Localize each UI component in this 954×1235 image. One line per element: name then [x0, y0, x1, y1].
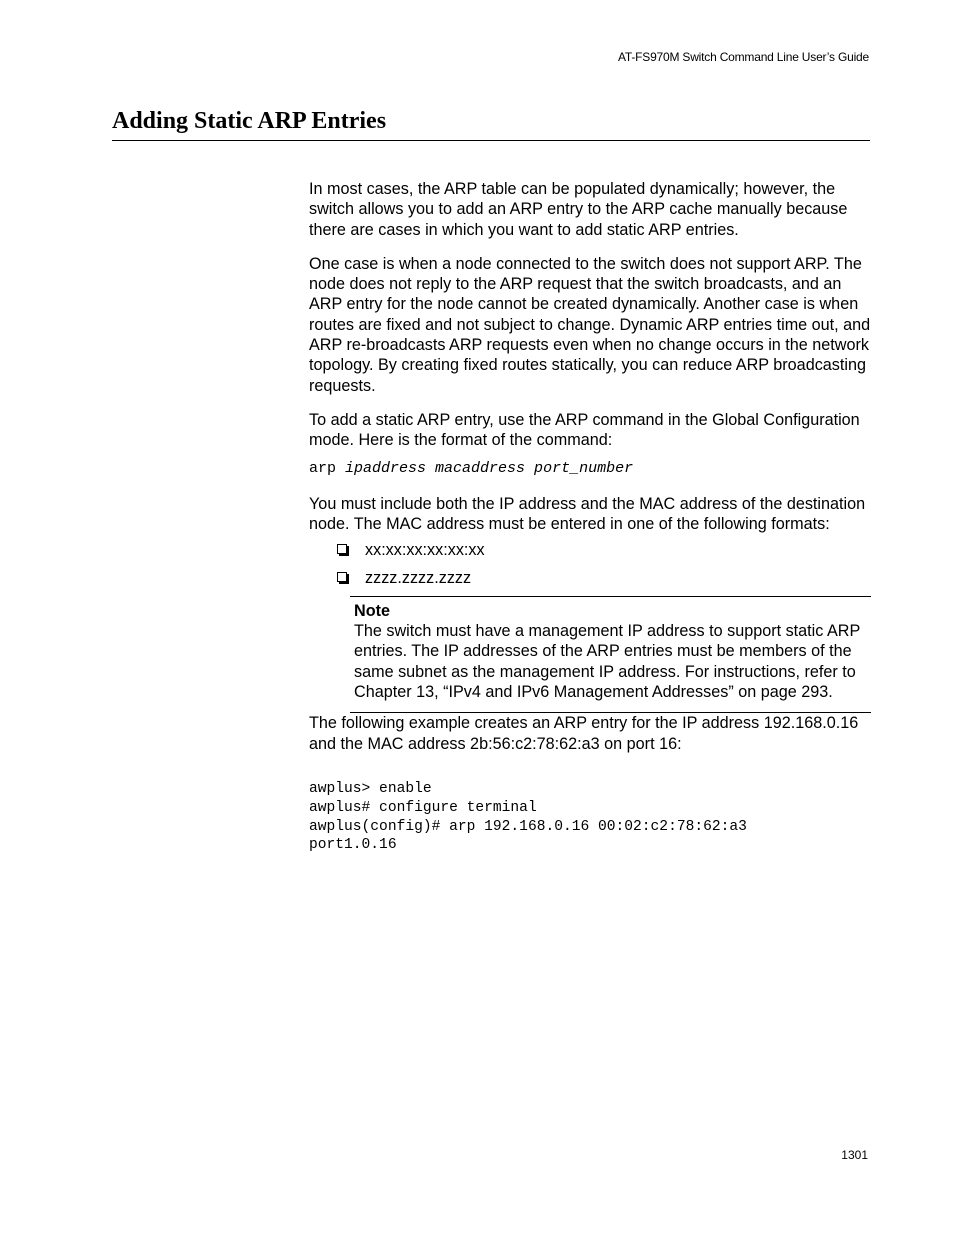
- code-example: [309, 780, 871, 855]
- example-paragraph: The following example creates an ARP entry for the IP address 192.168.0.16 and the MAC address 2b:56:c2:78:62:a3 on port 16:: [309, 714, 859, 753]
- main-content: [309, 179, 871, 855]
- mac-format-paragraph: You must include both the IP address and the MAC address of the destination node. The MAC address must be entered in one of the following formats:: [309, 494, 866, 533]
- note-text: The switch must have a management IP address to support static ARP entries. The IP addresses of the ARP entries must be members of the same subnet as the management IP address. For instructions, refer to Chapter 13, “IPv4 and IPv6 Management Addresses” on page 293.: [354, 622, 860, 702]
- use-case-paragraph: One case is when a node connected to the switch does not support ARP. The node does not reply to the ARP request that the switch broadcasts, and an ARP entry for the node cannot be created dynamically. Another case is when routes are fixed and not subject to change. Dynamic ARP entries time out, and ARP re-broadcasts ARP requests even when no change occurs in the network topology. By creating fixed routes statically, you can reduce ARP broadcasting requests.: [309, 254, 871, 395]
- running-header: AT-FS970M Switch Command Line User’s Guide: [617, 50, 869, 64]
- command-intro-paragraph: To add a static ARP entry, use the ARP command in the Global Configuration mode. Here is the format of the command:: [309, 410, 860, 450]
- list-item: [309, 540, 871, 560]
- mac-format-colon: xx:xx:xx:xx:xx:xx: [365, 541, 485, 560]
- note-box: [350, 596, 871, 713]
- title-rule: [112, 140, 870, 141]
- command-syntax: [309, 459, 871, 479]
- list-item: [309, 568, 871, 588]
- section-title: Adding Static ARP Entries: [112, 108, 387, 134]
- code-line: awplus# configure terminal: [309, 799, 537, 816]
- note-title: Note: [354, 602, 390, 621]
- command-arguments: ipaddress macaddress port_number: [345, 459, 634, 477]
- code-line: awplus> enable: [309, 780, 432, 797]
- code-line: awplus(config)# arp 192.168.0.16 00:02:c2:78:62:a3: [309, 818, 747, 835]
- checkbox-bullet-icon: [337, 572, 347, 582]
- intro-paragraph: In most cases, the ARP table can be populated dynamically; however, the switch allows you to add an ARP entry to the ARP cache manually because there are cases in which you want to add static ARP entries.: [309, 180, 848, 239]
- checkbox-bullet-icon: [337, 544, 347, 554]
- page-number: 1301: [841, 1148, 868, 1162]
- mac-format-list: [309, 540, 871, 588]
- mac-format-dotted: zzzz.zzzz.zzzz: [365, 569, 472, 588]
- code-line: port1.0.16: [309, 837, 397, 854]
- command-keyword: arp: [309, 459, 337, 477]
